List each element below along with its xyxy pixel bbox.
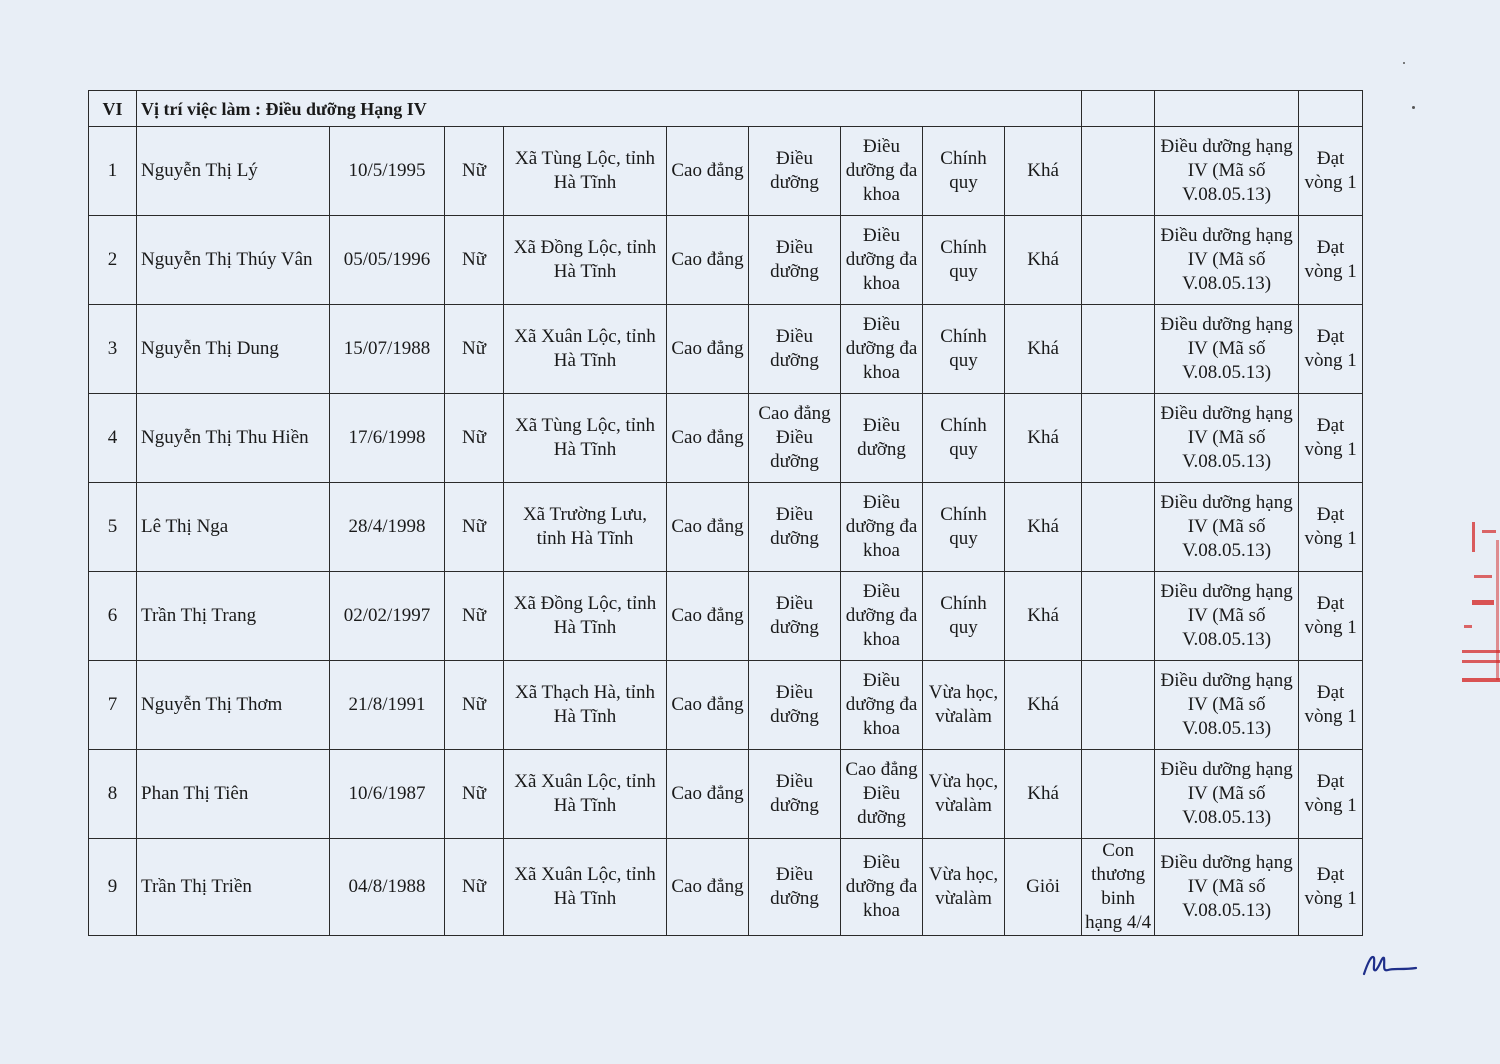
scan-speck <box>1403 62 1405 64</box>
hometown-cell: Xã Đồng Lộc, tỉnh Hà Tĩnh <box>504 572 667 661</box>
specialty-cell: Cao đẳng Điều dưỡng <box>841 750 923 839</box>
table-row <box>89 394 1363 483</box>
hometown-cell: Xã Tùng Lộc, tỉnh Hà Tĩnh <box>504 127 667 216</box>
section-row <box>89 91 1363 127</box>
study-mode-cell: Chính quy <box>923 483 1005 572</box>
gender-cell: Nữ <box>445 305 504 394</box>
row-number-cell: 7 <box>89 661 137 750</box>
education-level-cell: Cao đẳng <box>667 127 749 216</box>
specialty-cell: Điều dưỡng đa khoa <box>841 483 923 572</box>
table-row <box>89 305 1363 394</box>
round-result-cell: Đạt vòng 1 <box>1299 216 1363 305</box>
study-mode-cell: Chính quy <box>923 216 1005 305</box>
priority-status-cell <box>1082 750 1155 839</box>
specialty-cell: Điều dưỡng đa khoa <box>841 216 923 305</box>
education-level-cell: Cao đẳng <box>667 750 749 839</box>
round-result-cell: Đạt vòng 1 <box>1299 839 1363 936</box>
major-cell: Điều dưỡng <box>749 750 841 839</box>
date-of-birth-cell: 02/02/1997 <box>330 572 445 661</box>
education-level-cell: Cao đẳng <box>667 839 749 936</box>
table-row <box>89 572 1363 661</box>
hometown-cell: Xã Thạch Hà, tỉnh Hà Tĩnh <box>504 661 667 750</box>
date-of-birth-cell: 10/6/1987 <box>330 750 445 839</box>
section-empty-cell <box>1155 91 1299 127</box>
date-of-birth-cell: 15/07/1988 <box>330 305 445 394</box>
priority-status-cell <box>1082 661 1155 750</box>
education-level-cell: Cao đẳng <box>667 305 749 394</box>
major-cell: Điều dưỡng <box>749 127 841 216</box>
full-name-cell: Trần Thị Trang <box>137 572 330 661</box>
date-of-birth-cell: 05/05/1996 <box>330 216 445 305</box>
study-mode-cell: Vừa học, vừalàm <box>923 661 1005 750</box>
signature-mark <box>1360 948 1420 978</box>
gender-cell: Nữ <box>445 661 504 750</box>
priority-status-cell <box>1082 483 1155 572</box>
major-cell: Điều dưỡng <box>749 572 841 661</box>
round-result-cell: Đạt vòng 1 <box>1299 750 1363 839</box>
specialty-cell: Điều dưỡng đa khoa <box>841 127 923 216</box>
date-of-birth-cell: 10/5/1995 <box>330 127 445 216</box>
red-stamp-edge <box>1462 520 1500 690</box>
round-result-cell: Đạt vòng 1 <box>1299 661 1363 750</box>
date-of-birth-cell: 21/8/1991 <box>330 661 445 750</box>
priority-status-cell: Con thương binh hạng 4/4 <box>1082 839 1155 936</box>
hometown-cell: Xã Trường Lưu, tỉnh Hà Tĩnh <box>504 483 667 572</box>
date-of-birth-cell: 28/4/1998 <box>330 483 445 572</box>
date-of-birth-cell: 04/8/1988 <box>330 839 445 936</box>
round-result-cell: Đạt vòng 1 <box>1299 483 1363 572</box>
section-title: Vị trí việc làm : Điều dưỡng Hạng IV <box>137 91 1082 127</box>
priority-status-cell <box>1082 216 1155 305</box>
scan-speck <box>1412 106 1415 109</box>
full-name-cell: Nguyễn Thị Thơm <box>137 661 330 750</box>
graduation-grade-cell: Khá <box>1005 661 1082 750</box>
applied-position-cell: Điều dưỡng hạng IV (Mã số V.08.05.13) <box>1155 305 1299 394</box>
table-row <box>89 839 1363 936</box>
graduation-grade-cell: Khá <box>1005 216 1082 305</box>
priority-status-cell <box>1082 127 1155 216</box>
applied-position-cell: Điều dưỡng hạng IV (Mã số V.08.05.13) <box>1155 216 1299 305</box>
graduation-grade-cell: Khá <box>1005 572 1082 661</box>
education-level-cell: Cao đẳng <box>667 572 749 661</box>
hometown-cell: Xã Đồng Lộc, tỉnh Hà Tĩnh <box>504 216 667 305</box>
study-mode-cell: Vừa học, vừalàm <box>923 839 1005 936</box>
full-name-cell: Lê Thị Nga <box>137 483 330 572</box>
hometown-cell: Xã Xuân Lộc, tỉnh Hà Tĩnh <box>504 750 667 839</box>
study-mode-cell: Chính quy <box>923 127 1005 216</box>
graduation-grade-cell: Khá <box>1005 483 1082 572</box>
row-number-cell: 5 <box>89 483 137 572</box>
section-empty-cell <box>1299 91 1363 127</box>
major-cell: Cao đẳng Điều dưỡng <box>749 394 841 483</box>
applied-position-cell: Điều dưỡng hạng IV (Mã số V.08.05.13) <box>1155 483 1299 572</box>
graduation-grade-cell: Giỏi <box>1005 839 1082 936</box>
full-name-cell: Nguyễn Thị Lý <box>137 127 330 216</box>
full-name-cell: Phan Thị Tiên <box>137 750 330 839</box>
gender-cell: Nữ <box>445 750 504 839</box>
gender-cell: Nữ <box>445 127 504 216</box>
major-cell: Điều dưỡng <box>749 216 841 305</box>
study-mode-cell: Vừa học, vừalàm <box>923 750 1005 839</box>
education-level-cell: Cao đẳng <box>667 394 749 483</box>
education-level-cell: Cao đẳng <box>667 216 749 305</box>
graduation-grade-cell: Khá <box>1005 750 1082 839</box>
round-result-cell: Đạt vòng 1 <box>1299 127 1363 216</box>
applied-position-cell: Điều dưỡng hạng IV (Mã số V.08.05.13) <box>1155 394 1299 483</box>
study-mode-cell: Chính quy <box>923 572 1005 661</box>
applied-position-cell: Điều dưỡng hạng IV (Mã số V.08.05.13) <box>1155 839 1299 936</box>
specialty-cell: Điều dưỡng đa khoa <box>841 305 923 394</box>
full-name-cell: Nguyễn Thị Thúy Vân <box>137 216 330 305</box>
full-name-cell: Trần Thị Triền <box>137 839 330 936</box>
round-result-cell: Đạt vòng 1 <box>1299 394 1363 483</box>
gender-cell: Nữ <box>445 839 504 936</box>
specialty-cell: Điều dưỡng <box>841 394 923 483</box>
applied-position-cell: Điều dưỡng hạng IV (Mã số V.08.05.13) <box>1155 750 1299 839</box>
major-cell: Điều dưỡng <box>749 839 841 936</box>
priority-status-cell <box>1082 394 1155 483</box>
specialty-cell: Điều dưỡng đa khoa <box>841 839 923 936</box>
specialty-cell: Điều dưỡng đa khoa <box>841 661 923 750</box>
table-row <box>89 127 1363 216</box>
document-sheet <box>88 90 1360 936</box>
table-row <box>89 216 1363 305</box>
study-mode-cell: Chính quy <box>923 394 1005 483</box>
section-empty-cell <box>1082 91 1155 127</box>
row-number-cell: 9 <box>89 839 137 936</box>
round-result-cell: Đạt vòng 1 <box>1299 572 1363 661</box>
row-number-cell: 3 <box>89 305 137 394</box>
date-of-birth-cell: 17/6/1998 <box>330 394 445 483</box>
study-mode-cell: Chính quy <box>923 305 1005 394</box>
gender-cell: Nữ <box>445 216 504 305</box>
gender-cell: Nữ <box>445 483 504 572</box>
row-number-cell: 6 <box>89 572 137 661</box>
hometown-cell: Xã Xuân Lộc, tỉnh Hà Tĩnh <box>504 305 667 394</box>
gender-cell: Nữ <box>445 572 504 661</box>
row-number-cell: 8 <box>89 750 137 839</box>
row-number-cell: 1 <box>89 127 137 216</box>
major-cell: Điều dưỡng <box>749 483 841 572</box>
section-number: VI <box>89 91 137 127</box>
candidate-table <box>88 90 1363 936</box>
applied-position-cell: Điều dưỡng hạng IV (Mã số V.08.05.13) <box>1155 572 1299 661</box>
round-result-cell: Đạt vòng 1 <box>1299 305 1363 394</box>
table-body <box>89 91 1363 936</box>
specialty-cell: Điều dưỡng đa khoa <box>841 572 923 661</box>
table-row <box>89 661 1363 750</box>
major-cell: Điều dưỡng <box>749 661 841 750</box>
applied-position-cell: Điều dưỡng hạng IV (Mã số V.08.05.13) <box>1155 661 1299 750</box>
education-level-cell: Cao đẳng <box>667 661 749 750</box>
major-cell: Điều dưỡng <box>749 305 841 394</box>
graduation-grade-cell: Khá <box>1005 127 1082 216</box>
applied-position-cell: Điều dưỡng hạng IV (Mã số V.08.05.13) <box>1155 127 1299 216</box>
full-name-cell: Nguyễn Thị Thu Hiền <box>137 394 330 483</box>
priority-status-cell <box>1082 305 1155 394</box>
full-name-cell: Nguyễn Thị Dung <box>137 305 330 394</box>
graduation-grade-cell: Khá <box>1005 305 1082 394</box>
priority-status-cell <box>1082 572 1155 661</box>
row-number-cell: 2 <box>89 216 137 305</box>
table-row <box>89 483 1363 572</box>
graduation-grade-cell: Khá <box>1005 394 1082 483</box>
table-row <box>89 750 1363 839</box>
hometown-cell: Xã Xuân Lộc, tỉnh Hà Tĩnh <box>504 839 667 936</box>
hometown-cell: Xã Tùng Lộc, tỉnh Hà Tĩnh <box>504 394 667 483</box>
education-level-cell: Cao đẳng <box>667 483 749 572</box>
row-number-cell: 4 <box>89 394 137 483</box>
gender-cell: Nữ <box>445 394 504 483</box>
